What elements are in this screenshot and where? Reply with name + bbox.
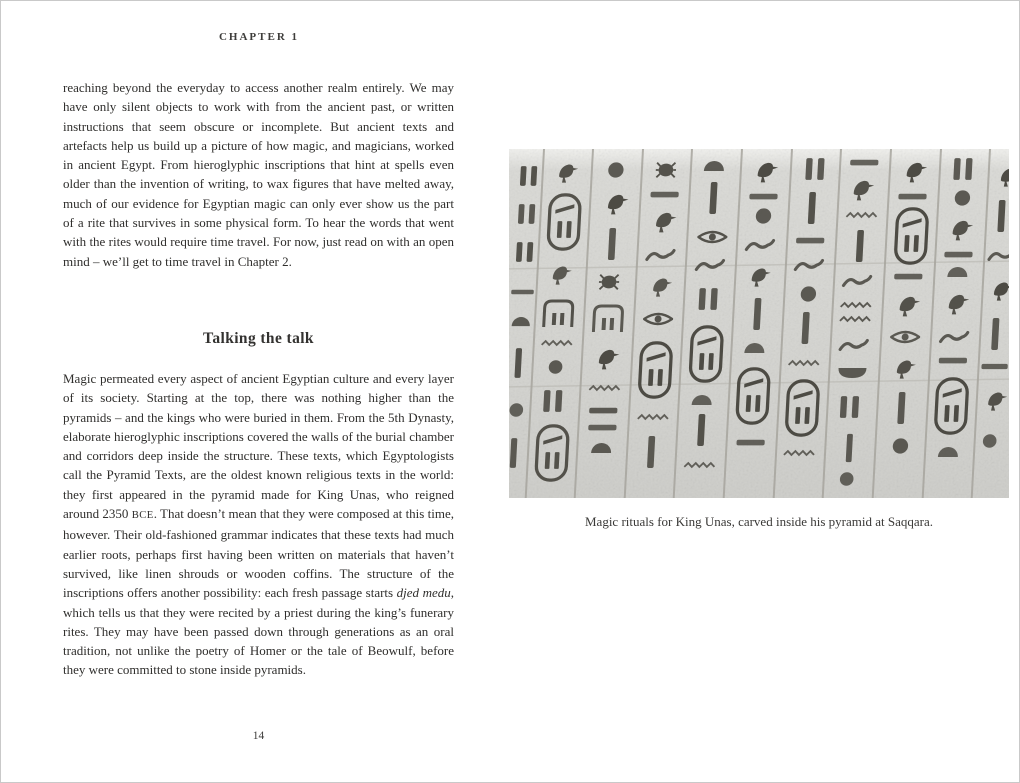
paragraph-text: , which tells us that they were recited by a priest during the king’s funerary rites. They may have been passed down through generations as an oral tradition, not unlike the poetry of Homer or the tale of Beowulf, before they were committed to stone inside pyramids.: [63, 585, 455, 678]
body-paragraph-2: [63, 369, 454, 680]
era-abbreviation: BCE: [131, 510, 154, 522]
running-header: CHAPTER 1: [218, 31, 300, 43]
hieroglyphs-photo: [509, 149, 1009, 498]
paragraph-text: . That doesn’t mean that they were composed at this time, however. Their old-fashioned grammar indicates that these texts had much earlier roots, perhaps first having been written on materials that haven’t survived, like linen shrouds or wooden coffins. The structure of the inscriptions offers another possibility: each fresh passage starts: [63, 506, 454, 601]
page-number: 14: [252, 730, 265, 742]
italic-phrase: djed medu: [396, 585, 451, 601]
figure: [509, 149, 1009, 530]
paragraph-text: Magic permeated every aspect of ancient Egyptian culture and every layer of its society. Starting at the top, there was nothing higher than the pyramids – and the kings who were buried in them. From the 5th Dynasty, elaborate hieroglyphic inscriptions covered the walls of the burial chamber and corridors deep inside the structure. These texts, which Egyptologists call the Pyramid Texts, are the oldest known religious texts in the world: they first appeared in the pyramid made for King Unas, who reigned around 2350: [63, 371, 454, 522]
figure-caption: Magic rituals for King Unas, carved inside his pyramid at Saqqara.: [584, 514, 934, 529]
body-paragraph-1: reaching beyond the everyday to access another realm entirely. We may have only silent objects to work with from the ancient past, or written instructions that seem obscure or incomplete. But ancient texts and artefacts help us build up a picture of how magic, and magicians, worked in ancient Egypt. From hieroglyphic inscriptions that hint at spells even older than the invention of writing, to wax figures that have melted away, much of our evidence for Egyptian magic can only ever show us the part of a rite that survives in some physical form. To hear the words that went with the rites would require time travel. For now, just read on with an open mind – we’ll get to time travel in Chapter 2.: [63, 80, 454, 269]
section-heading: Talking the talk: [203, 330, 314, 347]
